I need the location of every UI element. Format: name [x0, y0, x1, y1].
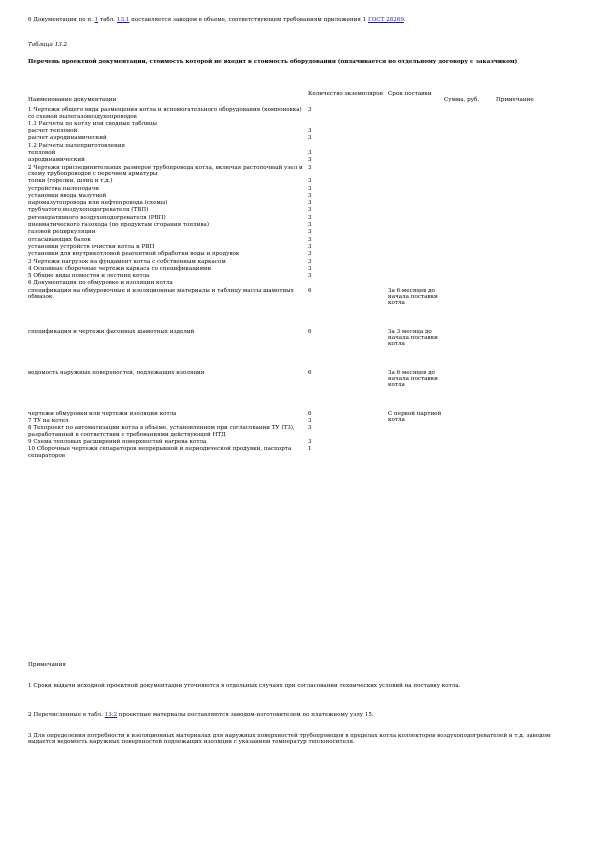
row-name: паромазутопровода или нефтепровода (схемы)	[28, 200, 168, 207]
row-count: 3	[308, 265, 312, 272]
notes-title: Примечания	[28, 662, 66, 668]
table-row	[28, 207, 553, 214]
row-count: 3	[308, 164, 312, 171]
row-name: отсасывающих балок	[28, 236, 91, 243]
row-note	[496, 157, 553, 164]
row-sum	[444, 244, 496, 251]
row-count: 6	[308, 328, 312, 335]
row-note	[496, 251, 553, 258]
row-count: 3	[308, 178, 312, 185]
intro-text: .	[403, 17, 406, 23]
row-term	[388, 200, 444, 207]
row-sum	[444, 150, 496, 157]
row-sum	[444, 229, 496, 236]
row-count: 3	[308, 128, 312, 135]
row-name: 4 Основные сборочные чертежи каркаса со спецификациями	[28, 265, 212, 272]
table-row	[28, 215, 553, 222]
row-term: За 6 месяцев до начала поставки котла	[388, 369, 438, 389]
header-note: Примечание	[496, 97, 534, 103]
row-name: аэродинамический	[28, 157, 85, 164]
header-term: Срок поставки	[388, 91, 432, 97]
row-note	[496, 446, 553, 460]
row-name: устройства пылеподачи	[28, 185, 100, 192]
row-term	[388, 222, 444, 229]
row-term	[388, 251, 444, 258]
row-count: 3	[308, 222, 312, 229]
row-sum	[444, 121, 496, 128]
intro-paragraph	[28, 17, 573, 23]
row-count: 3	[308, 273, 312, 280]
row-note	[496, 150, 553, 157]
row-name: 8 Техпроект по автоматизации котла в объеме, установленном при согласовании ТУ (ТЗ), разработанный в соответствии с требованиями действующей НТД	[28, 425, 295, 438]
row-count	[308, 143, 388, 150]
row-term	[388, 439, 444, 446]
row-sum	[444, 165, 496, 179]
row-note	[496, 165, 553, 179]
row-sum	[444, 178, 496, 185]
row-note	[496, 178, 553, 185]
row-count: 3	[308, 107, 312, 114]
table-row	[28, 157, 553, 164]
row-sum	[444, 143, 496, 150]
row-note	[496, 186, 553, 193]
row-sum	[444, 273, 496, 280]
row-sum	[444, 215, 496, 222]
table-row	[28, 150, 553, 157]
row-count: 6	[308, 410, 312, 417]
row-sum	[444, 329, 496, 370]
table-row	[28, 370, 553, 411]
row-name: 7 ТУ на котел	[28, 418, 69, 425]
row-sum	[444, 157, 496, 164]
row-term	[388, 273, 444, 280]
header-name: Наименование документации	[28, 97, 117, 103]
table-row	[28, 237, 553, 244]
intro-text: 6 Документация по п.	[28, 17, 95, 23]
row-name: газовой рециркуляции	[28, 229, 96, 236]
note-2	[28, 712, 568, 718]
row-sum	[444, 446, 496, 460]
row-note	[496, 121, 553, 128]
row-sum	[444, 425, 496, 439]
note-text: 2 Перечисленные в табл.	[28, 712, 105, 718]
note-text: проектные материалы поставляются заводом-изготовителем по платежному узлу 15.	[117, 712, 374, 718]
table-row	[28, 425, 553, 439]
row-note	[496, 259, 553, 266]
row-term	[388, 244, 444, 251]
table-row	[28, 280, 553, 287]
row-note	[496, 237, 553, 244]
row-note	[496, 229, 553, 236]
table-row	[28, 107, 553, 121]
row-term	[388, 150, 444, 157]
row-count: 3	[308, 438, 312, 445]
table-row	[28, 251, 553, 258]
table-row	[28, 259, 553, 266]
row-name: 6 Документация по обмуровке и изоляции котла	[28, 280, 173, 287]
row-sum	[444, 135, 496, 142]
row-note	[496, 207, 553, 214]
table-link[interactable]: 13.2	[104, 712, 118, 718]
row-sum	[444, 418, 496, 425]
table-row	[28, 165, 553, 179]
row-name: 1.2 Расчеты пылеприготовления	[28, 142, 126, 149]
row-term	[388, 237, 444, 244]
row-term	[388, 229, 444, 236]
row-name: установки для внутрикотловой реагентной обработки воды и продувок	[28, 251, 240, 258]
row-term	[388, 178, 444, 185]
row-note	[496, 143, 553, 150]
row-sum	[444, 107, 496, 121]
row-term	[388, 215, 444, 222]
row-name: ведомость наружных поверхностей, подлежащих изоляции	[28, 369, 205, 376]
row-sum	[444, 251, 496, 258]
row-name: регенеративного воздухоподогревателя (РВП)	[28, 214, 166, 221]
row-note	[496, 193, 553, 200]
row-name: чертежи обмуровки или чертежи изоляции котла	[28, 410, 177, 417]
row-count: 3	[308, 258, 312, 265]
row-note	[496, 273, 553, 280]
row-term	[388, 280, 444, 287]
row-count: 3	[308, 157, 312, 164]
row-term	[388, 266, 444, 273]
row-term	[388, 193, 444, 200]
row-term	[388, 186, 444, 193]
row-note	[496, 418, 553, 425]
row-count: 1	[308, 446, 312, 453]
table-row	[28, 121, 553, 128]
row-count: 3	[308, 236, 312, 243]
note-3: 3 Для определения потребности в изоляционных материалах для наружных поверхностей трубопроводов в пределах котла коллекторов воздухоподогревателей и т.д. заводом выдается ведомость наружных поверхностей подлежащих изоляции с указанием температур теплоносителя.	[28, 733, 551, 746]
row-note	[496, 370, 553, 411]
row-term: С первой партией котла	[388, 410, 442, 424]
intro-text: поставляется заводом в объеме, соответствующем требованиям приложения 1	[129, 17, 369, 23]
row-term	[388, 207, 444, 214]
row-sum	[444, 439, 496, 446]
row-sum	[444, 266, 496, 273]
row-name: 1.1 Расчеты по котлу или сводные таблицы	[28, 120, 157, 127]
table-number: Таблица 13.2	[28, 42, 68, 48]
table-link[interactable]: 13.1	[116, 17, 130, 23]
row-count: 3	[308, 425, 312, 432]
row-name: 2 Чертежи присоединительных размеров трубопровода котла, включая растопочный узел и схему трубопроводов с перечнем арматуры	[28, 164, 303, 177]
row-sum	[444, 200, 496, 207]
row-count: 3	[308, 243, 312, 250]
row-count: 3	[308, 192, 312, 199]
row-note	[496, 200, 553, 207]
row-term	[388, 143, 444, 150]
row-name: 3 Чертежи нагрузок на фундамент котла с собственным каркасом	[28, 258, 226, 265]
row-term	[388, 128, 444, 135]
row-sum	[444, 280, 496, 287]
row-sum	[444, 411, 496, 418]
row-name: спецификация на обмуровочные и изоляционные материалы и таблицу массы шамотных обмазок	[28, 287, 294, 301]
table-row	[28, 178, 553, 185]
row-sum	[444, 222, 496, 229]
row-note	[496, 128, 553, 135]
row-count: 3	[308, 150, 312, 157]
header-sum: Сумма, руб.	[444, 97, 480, 103]
row-name: установки ввода мазутной	[28, 192, 107, 199]
row-note	[496, 135, 553, 142]
row-term	[388, 121, 444, 128]
row-name: тепловой	[28, 150, 56, 157]
table-row	[28, 229, 553, 236]
intro-text: табл.	[98, 17, 117, 23]
table-row	[28, 222, 553, 229]
row-count: 3	[308, 200, 312, 207]
table-header-row	[28, 91, 553, 107]
row-term: За 3 месяца до начала поставки котла	[388, 328, 438, 348]
note-1: 1 Сроки выдачи исходной проектной документации уточняются в отдельных случаях при согласовании технических условий на поставку котла.	[28, 683, 461, 689]
table-row	[28, 135, 553, 142]
row-term	[388, 157, 444, 164]
row-count: 3	[308, 229, 312, 236]
row-name: топки (горелки, шлиц и т.д.)	[28, 178, 113, 185]
row-name: спецификация и чертежи фасонных шамотных изделий	[28, 328, 195, 335]
row-term	[388, 259, 444, 266]
row-sum	[444, 186, 496, 193]
table-row	[28, 329, 553, 370]
row-sum	[444, 237, 496, 244]
row-note	[496, 244, 553, 251]
standard-link[interactable]: ГОСТ 28269	[368, 17, 404, 23]
row-note	[496, 107, 553, 121]
header-count: Количество экземпляров	[308, 91, 383, 97]
row-sum	[444, 207, 496, 214]
row-term: За 6 месяцев до начала поставки котла	[388, 287, 438, 307]
row-name: трубчатого воздухоподогревателя (ТВП)	[28, 207, 149, 214]
row-name: пневматического газохода (по продуктам сгорания топлива)	[28, 222, 210, 229]
row-note	[496, 329, 553, 370]
row-count: 3	[308, 418, 312, 425]
row-name: установки устройств очистки котла и РВП	[28, 243, 155, 250]
row-name: расчет аэродинамический	[28, 135, 107, 142]
table-caption: Перечень проектной документации, стоимость которой не входит в стоимость оборудования (оплачивается по отдельному договору с заказчиком)	[28, 59, 518, 65]
row-note	[496, 222, 553, 229]
row-sum	[444, 259, 496, 266]
row-name: расчет тепловой	[28, 128, 78, 135]
row-name: 1 Чертежи общего вида размещения котла и вспомогательного оборудования (компоновка) со схемой пылегазовоздухопроводов	[28, 107, 302, 120]
row-note	[496, 288, 553, 329]
row-name: 9 Схема тепловых расширений поверхностей нагрева котла	[28, 438, 207, 445]
row-note	[496, 439, 553, 446]
row-count: 6	[308, 287, 312, 294]
documentation-table	[28, 91, 553, 460]
table-row	[28, 411, 553, 418]
row-term	[388, 135, 444, 142]
row-sum	[444, 193, 496, 200]
table-row	[28, 186, 553, 193]
row-sum	[444, 128, 496, 135]
row-term	[388, 446, 444, 460]
row-count: 3	[308, 207, 312, 214]
row-note	[496, 425, 553, 439]
table-row	[28, 143, 553, 150]
row-note	[496, 215, 553, 222]
row-note	[496, 266, 553, 273]
table-row	[28, 288, 553, 329]
row-count: 6	[308, 369, 312, 376]
row-count: 3	[308, 135, 312, 142]
row-term	[388, 165, 444, 179]
row-count	[308, 121, 388, 128]
table-row	[28, 128, 553, 135]
row-name: 10 Сборочные чертежи сепараторов непрерывной и периодической продувки, паспорта сепараторов	[28, 446, 292, 459]
row-sum	[444, 370, 496, 411]
row-note	[496, 280, 553, 287]
row-note	[496, 411, 553, 418]
row-count: 3	[308, 185, 312, 192]
item-link[interactable]: 1	[94, 17, 99, 23]
row-sum	[444, 288, 496, 329]
row-name: 5 Общие виды помостов и лестниц котла	[28, 273, 150, 280]
row-count: 3	[308, 214, 312, 221]
row-count	[308, 280, 388, 287]
row-term	[388, 107, 444, 121]
row-count: 3	[308, 251, 312, 258]
table-row	[28, 446, 553, 460]
